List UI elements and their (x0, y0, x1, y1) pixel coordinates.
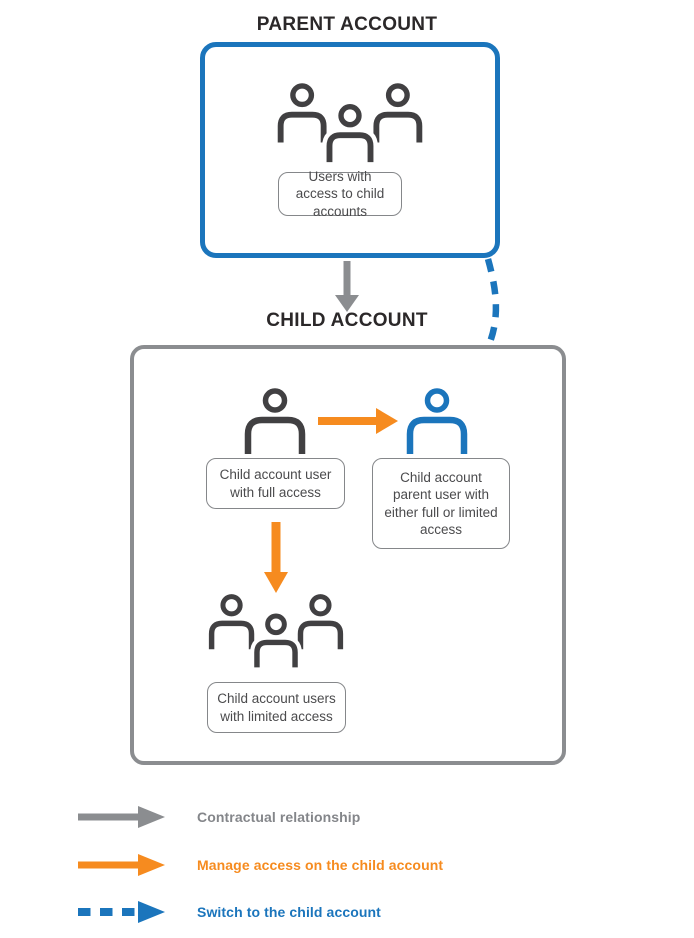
legend-item-manage-access (75, 851, 443, 879)
child-full-access-user-icon (243, 388, 307, 454)
manage-access-arrow-down (261, 520, 291, 594)
child-account-title: CHILD ACCOUNT (266, 310, 428, 331)
child-parent-user-icon (405, 388, 469, 454)
parent-users-label: Users with access to child accounts (278, 172, 402, 216)
legend-label-manage-access: Manage access on the child account (197, 857, 444, 873)
manage-access-arrow-right (316, 406, 400, 436)
legend-item-contractual (75, 803, 360, 831)
full-access-label: Child account user with full access (206, 458, 345, 509)
legend-item-switch (75, 898, 381, 926)
contractual-relationship-arrow (333, 261, 361, 313)
parent-account-title: PARENT ACCOUNT (256, 14, 438, 35)
parent-user-label: Child account parent user with either full or limited access (372, 458, 510, 549)
parent-users-group-icon (262, 82, 438, 166)
child-users-group-icon (194, 593, 358, 671)
legend-label-switch: Switch to the child account (197, 904, 381, 920)
legend-gray-solid-arrow-icon (75, 803, 167, 831)
legend-orange-solid-arrow-icon (75, 851, 167, 879)
legend-blue-dashed-arrow-icon (75, 898, 167, 926)
legend-label-contractual: Contractual relationship (197, 809, 361, 825)
limited-access-label: Child account users with limited access (207, 682, 346, 733)
